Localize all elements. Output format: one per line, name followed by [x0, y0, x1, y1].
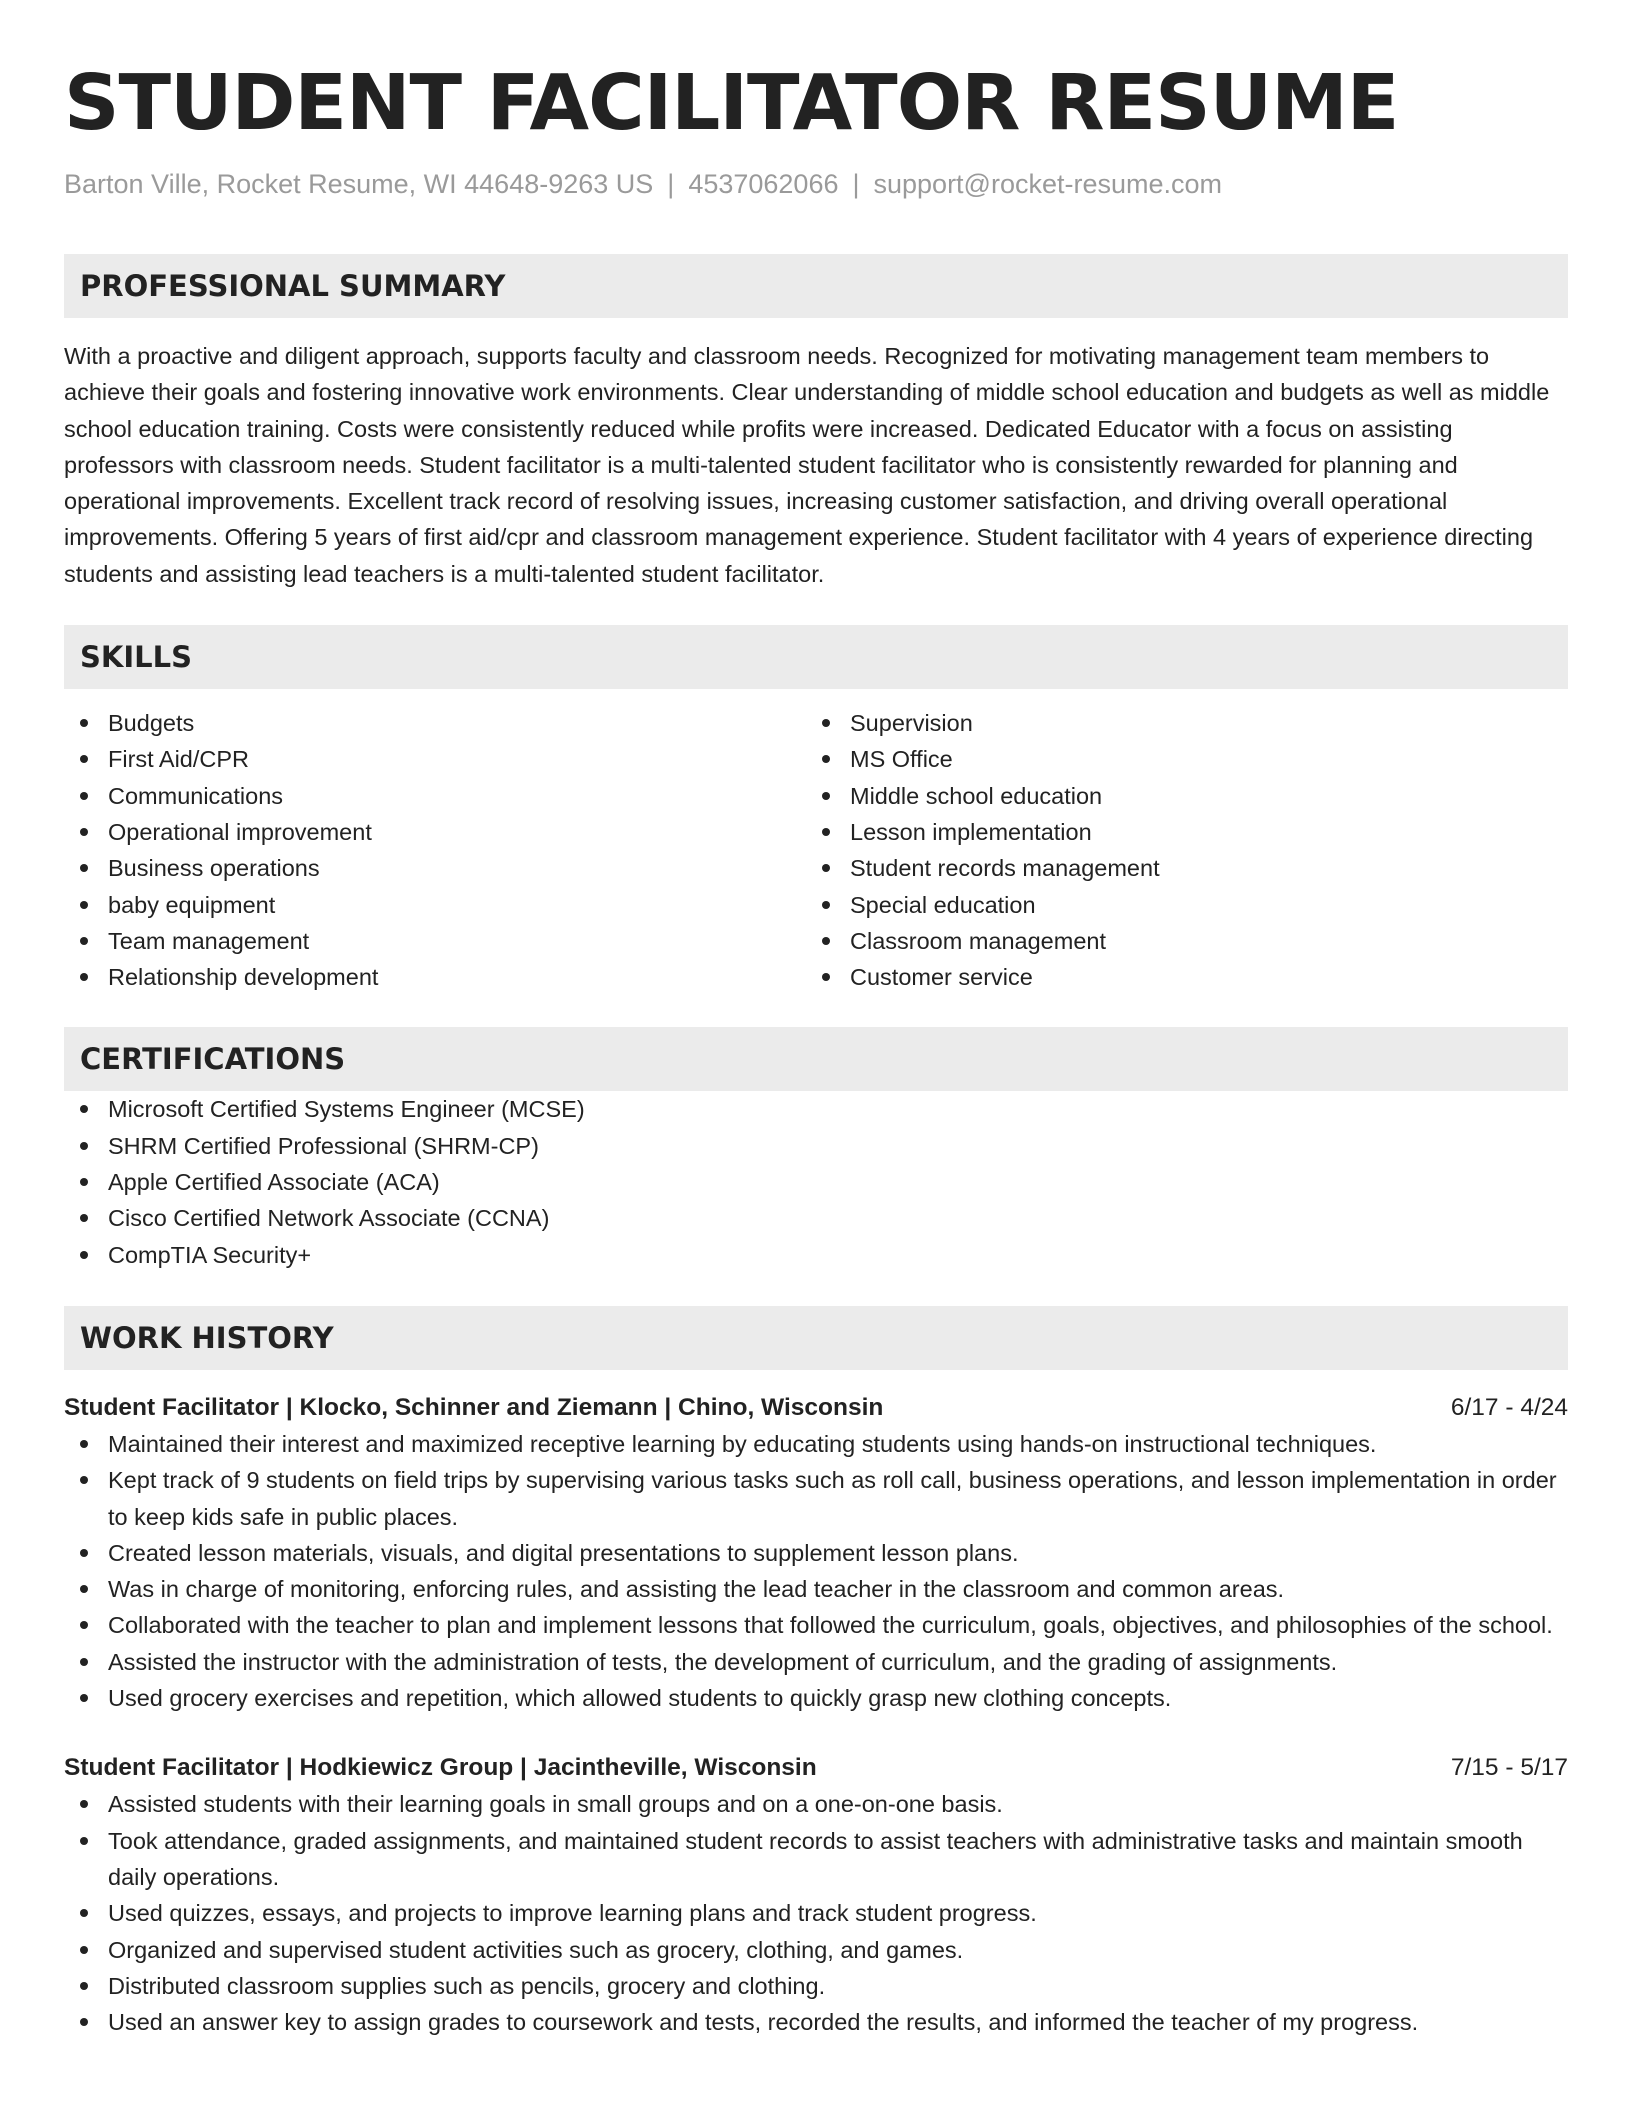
job-bullet: Was in charge of monitoring, enforcing rules, and assisting the lead teacher in the classroom and common areas. — [64, 1571, 1568, 1607]
contact-email: support@rocket-resume.com — [873, 169, 1223, 199]
contact-phone: 4537062066 — [688, 169, 839, 199]
job-bullet: Collaborated with the teacher to plan and implement lessons that followed the curriculum, goals, objectives, and philosophies of the school. — [64, 1607, 1568, 1643]
job-entry — [64, 1750, 1568, 2040]
job-bullet: Used an answer key to assign grades to coursework and tests, recorded the results, and informed the teacher of my progress. — [64, 2004, 1568, 2040]
skills-list-right — [806, 705, 1548, 995]
skill-item: Middle school education — [806, 778, 1548, 814]
certification-item: SHRM Certified Professional (SHRM-CP) — [64, 1128, 1568, 1164]
skill-item: MS Office — [806, 741, 1548, 777]
job-title: Student Facilitator | Hodkiewicz Group | Jacintheville, Wisconsin — [64, 1754, 817, 1782]
job-bullet: Assisted students with their learning goals in small groups and on a one-on-one basis. — [64, 1786, 1568, 1822]
job-bullet-list — [64, 1786, 1568, 2040]
contact-separator: | — [852, 169, 860, 199]
resume-title: STUDENT FACILITATOR RESUME — [64, 59, 1399, 148]
job-bullet: Assisted the instructor with the administration of tests, the development of curriculum, and the grading of assignments. — [64, 1644, 1568, 1680]
contact-line — [64, 166, 1568, 202]
job-dates: 7/15 - 5/17 — [1450, 1754, 1568, 1782]
skill-item: First Aid/CPR — [64, 741, 806, 777]
job-bullet: Created lesson materials, visuals, and digital presentations to supplement lesson plans. — [64, 1535, 1568, 1571]
section-header-summary: PROFESSIONAL SUMMARY — [64, 254, 1568, 318]
job-dates: 6/17 - 4/24 — [1450, 1393, 1568, 1421]
skill-item: Team management — [64, 923, 806, 959]
section-header-skills: SKILLS — [64, 625, 1568, 689]
skill-item: baby equipment — [64, 887, 806, 923]
skill-item: Customer service — [806, 959, 1548, 995]
summary-text: With a proactive and diligent approach, supports faculty and classroom needs. Recognized for motivating management team members to achieve their goals and fostering innovative work environments. Clear understanding of middle school education and budgets as well as middle school education training. Costs were consistently reduced while profits were increased. Dedicated Educator with a focus on assisting professors with classroom needs. Student facilitator is a multi-talented student facilitator who is consistently rewarded for planning and operational improvements. Excellent track record of resolving issues, increasing customer satisfaction, and driving overall operational improvements. Offering 5 years of first aid/cpr and classroom management experience. Student facilitator with 4 years of experience directing students and assisting lead teachers is a multi-talented student facilitator. — [64, 343, 1550, 587]
contact-separator: | — [667, 169, 675, 199]
job-bullet: Took attendance, graded assignments, and maintained student records to assist teachers with administrative tasks and maintain smooth daily operations. — [64, 1823, 1568, 1896]
job-header — [64, 1750, 1568, 1786]
job-title: Student Facilitator | Klocko, Schinner and Ziemann | Chino, Wisconsin — [64, 1393, 884, 1421]
skill-item: Special education — [806, 887, 1548, 923]
job-entry — [64, 1390, 1568, 1716]
section-header-work-history: WORK HISTORY — [64, 1306, 1568, 1370]
job-bullet-list — [64, 1426, 1568, 1716]
skills-columns — [64, 705, 1568, 995]
job-bullet: Used grocery exercises and repetition, which allowed students to quickly grasp new clothing concepts. — [64, 1680, 1568, 1716]
skill-item: Classroom management — [806, 923, 1548, 959]
job-bullet: Distributed classroom supplies such as pencils, grocery and clothing. — [64, 1968, 1568, 2004]
certification-item: Microsoft Certified Systems Engineer (MCSE) — [64, 1091, 1568, 1127]
section-header-certifications: CERTIFICATIONS — [64, 1027, 1568, 1091]
skill-item: Lesson implementation — [806, 814, 1548, 850]
job-bullet: Maintained their interest and maximized receptive learning by educating students using hands-on instructional techniques. — [64, 1426, 1568, 1462]
job-bullet: Used quizzes, essays, and projects to improve learning plans and track student progress. — [64, 1895, 1568, 1931]
skill-item: Supervision — [806, 705, 1548, 741]
contact-address: Barton Ville, Rocket Resume, WI 44648-9263 US — [64, 169, 654, 199]
certification-item: CompTIA Security+ — [64, 1237, 1568, 1273]
job-bullet: Kept track of 9 students on field trips by supervising various tasks such as roll call, business operations, and lesson implementation in order to keep kids safe in public places. — [64, 1462, 1568, 1535]
skills-list-left — [64, 705, 806, 995]
certification-item: Apple Certified Associate (ACA) — [64, 1164, 1568, 1200]
skill-item: Budgets — [64, 705, 806, 741]
skill-item: Operational improvement — [64, 814, 806, 850]
skill-item: Student records management — [806, 850, 1548, 886]
certifications-list — [64, 1091, 1568, 1272]
work-history-list — [64, 1390, 1568, 2040]
skill-item: Communications — [64, 778, 806, 814]
resume-page — [64, 56, 1568, 2040]
skill-item: Business operations — [64, 850, 806, 886]
job-header — [64, 1390, 1568, 1426]
skill-item: Relationship development — [64, 959, 806, 995]
certification-item: Cisco Certified Network Associate (CCNA) — [64, 1200, 1568, 1236]
job-bullet: Organized and supervised student activities such as grocery, clothing, and games. — [64, 1932, 1568, 1968]
